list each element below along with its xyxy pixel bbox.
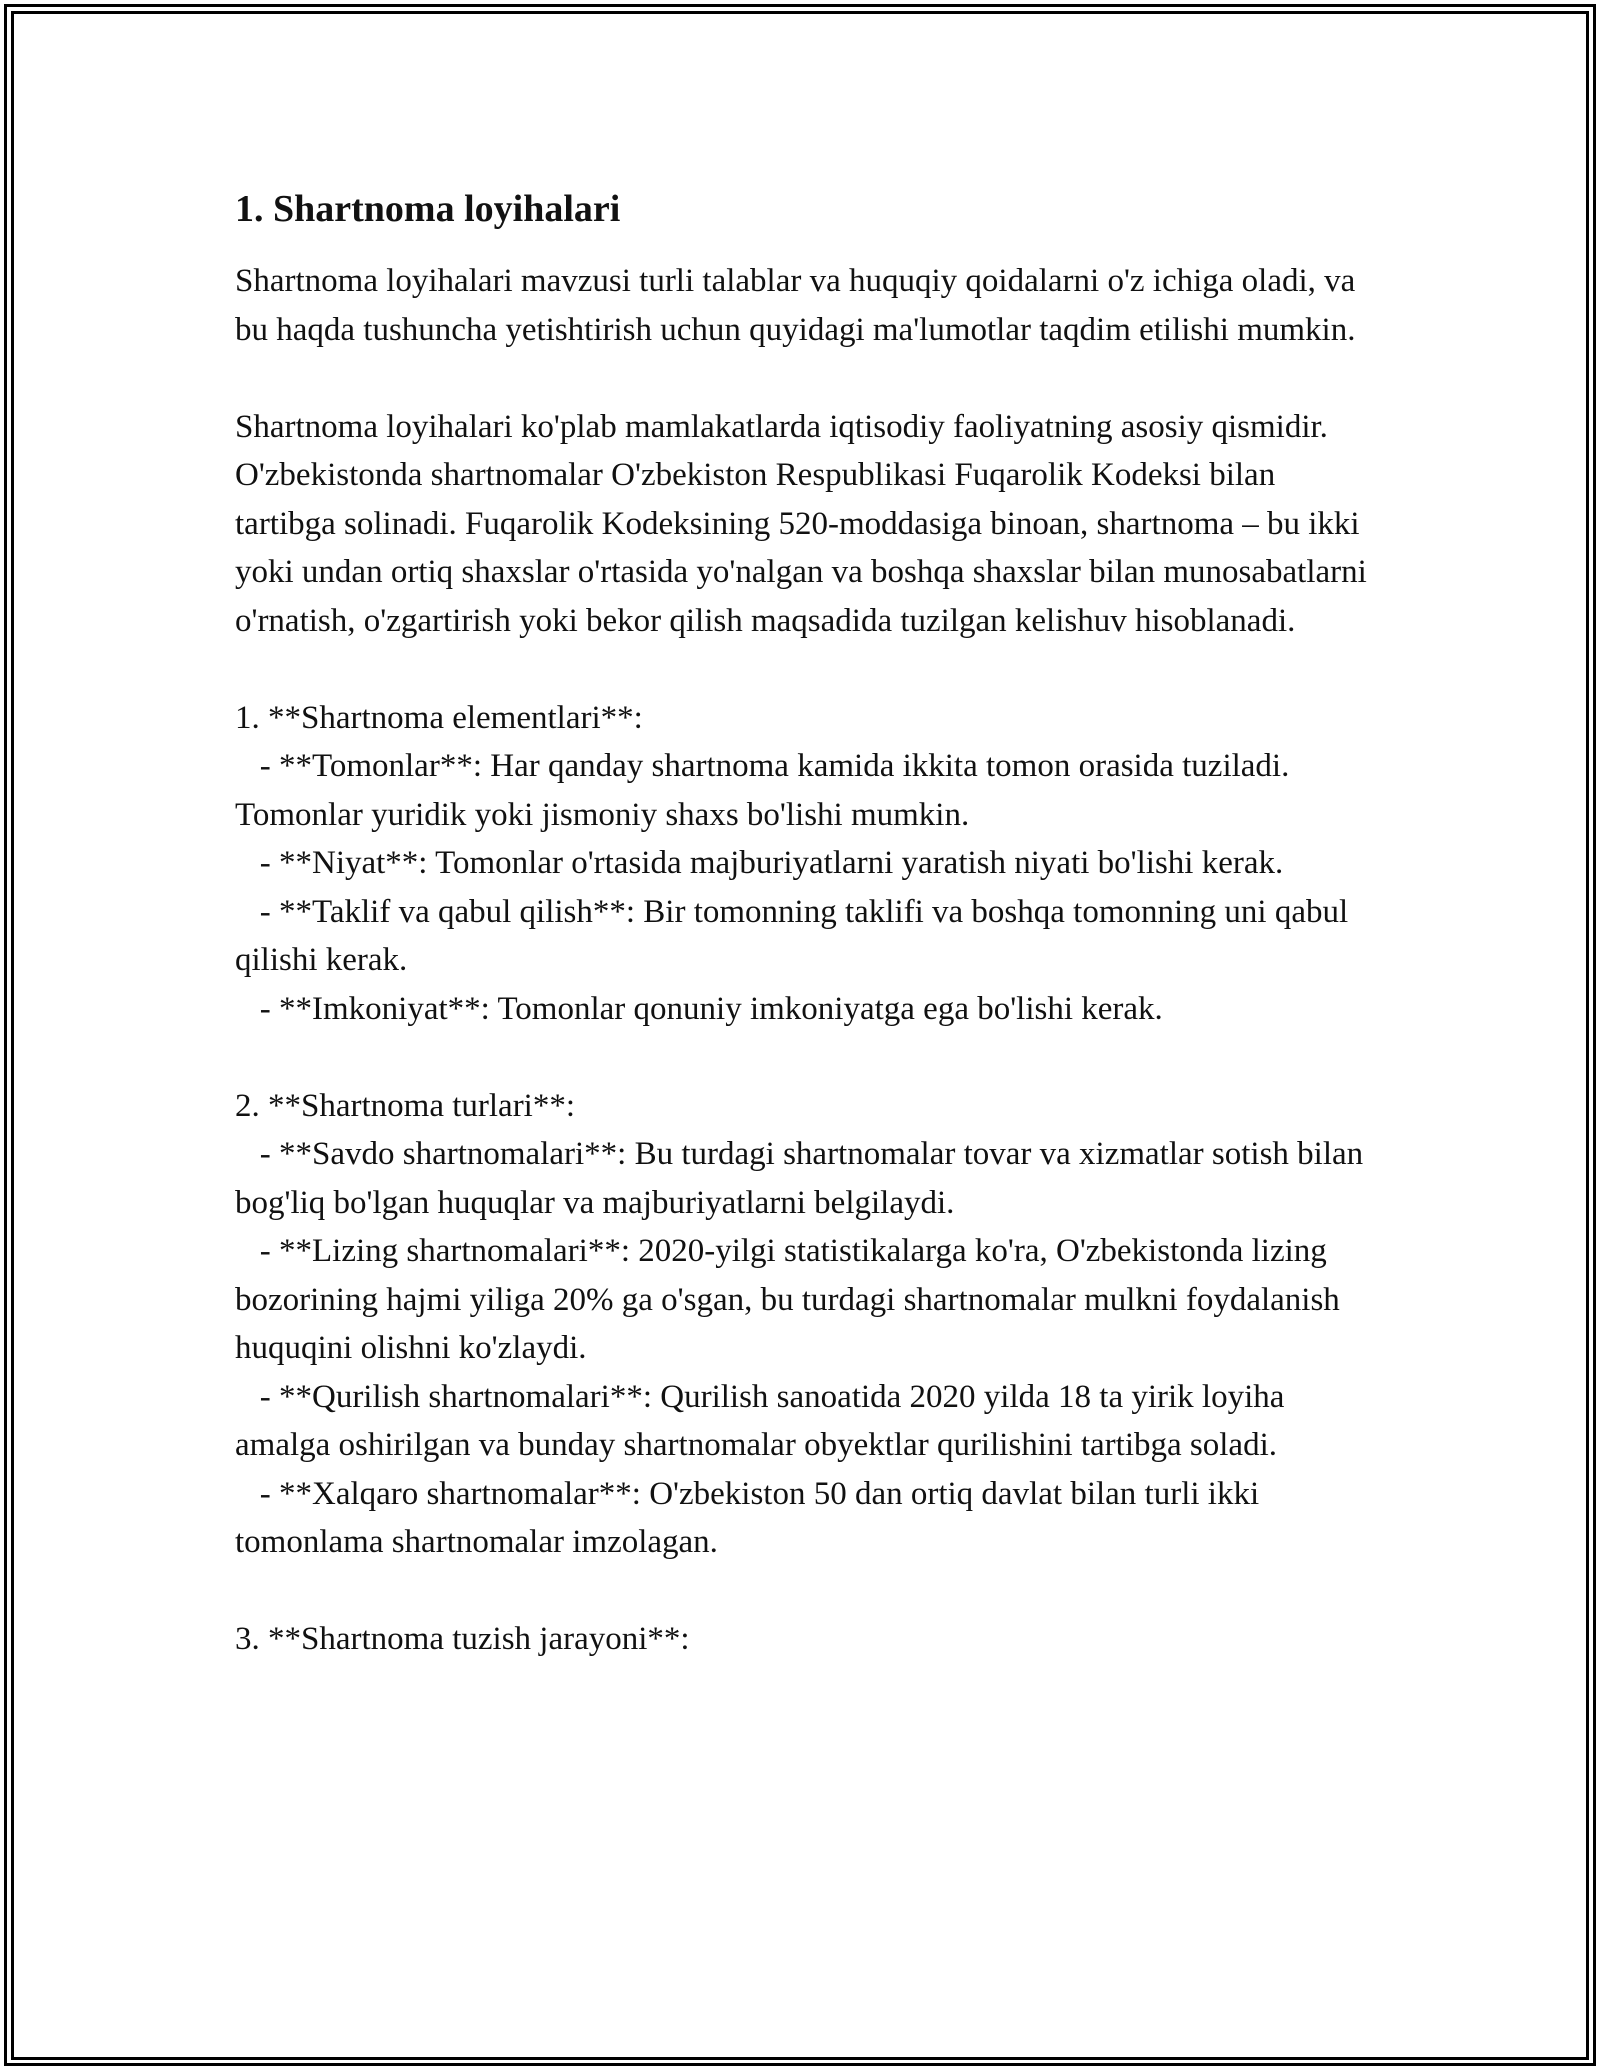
section-heading: 1. **Shartnoma elementlari**: (235, 699, 643, 736)
section-types (235, 1082, 1380, 1567)
paragraph-spacer (235, 354, 1380, 403)
paragraph-spacer (235, 645, 1380, 694)
page-title: 1. Shartnoma loyihalari (235, 188, 621, 230)
list-item: - **Savdo shartnomalari**: Bu turdagi shartnomalar tovar va xizmatlar sotish bilan bog'liq bo'lgan huquqlar va majburiyatlarni belgilaydi. (235, 1136, 1372, 1221)
intro-paragraph: Shartnoma loyihalari mavzusi turli talablar va huquqiy qoidalarni o'z ichiga oladi, va bu haqda tushuncha yetishtirish uchun quyidagi ma'lumotlar taqdim etilishi mumkin. (235, 263, 1364, 348)
section-process (235, 1615, 1380, 1664)
section-heading: 2. **Shartnoma turlari**: (235, 1087, 576, 1124)
list-item: - **Taklif va qabul qilish**: Bir tomonning taklifi va boshqa tomonning uni qabul qilishi kerak. (235, 893, 1357, 978)
list-item: - **Qurilish shartnomalari**: Qurilish sanoatida 2020 yilda 18 ta yirik loyiha amalga oshirilgan va bunday shartnomalar obyektlar qurilishini tartibga soladi. (235, 1378, 1293, 1463)
list-item: - **Imkoniyat**: Tomonlar qonuniy imkoniyatga ega bo'lishi kerak. (235, 990, 1163, 1027)
list-item: - **Xalqaro shartnomalar**: O'zbekiston 50 dan ortiq davlat bilan turli ikki tomonlama shartnomalar imzolagan. (235, 1475, 1268, 1560)
paragraph-spacer (235, 1567, 1380, 1616)
list-item: - **Tomonlar**: Har qanday shartnoma kamida ikkita tomon orasida tuziladi. Tomonlar yuridik yoki jismoniy shaxs bo'lishi mumkin. (235, 748, 1297, 833)
intro-paragraph: Shartnoma loyihalari ko'plab mamlakatlarda iqtisodiy faoliyatning asosiy qismidir. O'zbekistonda shartnomalar O'zbekiston Respublikasi Fuqarolik Kodeksi bilan tartibga solinadi. Fuqarolik Kodeksining 520-moddasiga binoan, shartnoma – bu ikki yoki undan ortiq shaxslar o'rtasida yo'nalgan va boshqa shaxslar bilan munosabatlarni o'rnatish, o'zgartirish yoki bekor qilish maqsadida tuzilgan kelishuv hisoblanadi. (235, 408, 1376, 639)
list-item: - **Niyat**: Tomonlar o'rtasida majburiyatlarni yaratish niyati bo'lishi kerak. (235, 845, 1284, 881)
paragraph-spacer (235, 1033, 1380, 1082)
list-item: - **Lizing shartnomalari**: 2020-yilgi statistikalarga ko'ra, O'zbekistonda lizing bozorining hajmi yiliga 20% ga o'sgan, bu turdagi shartnomalar mulkni foydalanish huquqini olishni ko'zlaydi. (235, 1233, 1349, 1366)
section-heading: 3. **Shartnoma tuzish jarayoni**: (235, 1621, 690, 1657)
section-elements (235, 694, 1380, 1034)
document-body (235, 185, 1380, 1664)
